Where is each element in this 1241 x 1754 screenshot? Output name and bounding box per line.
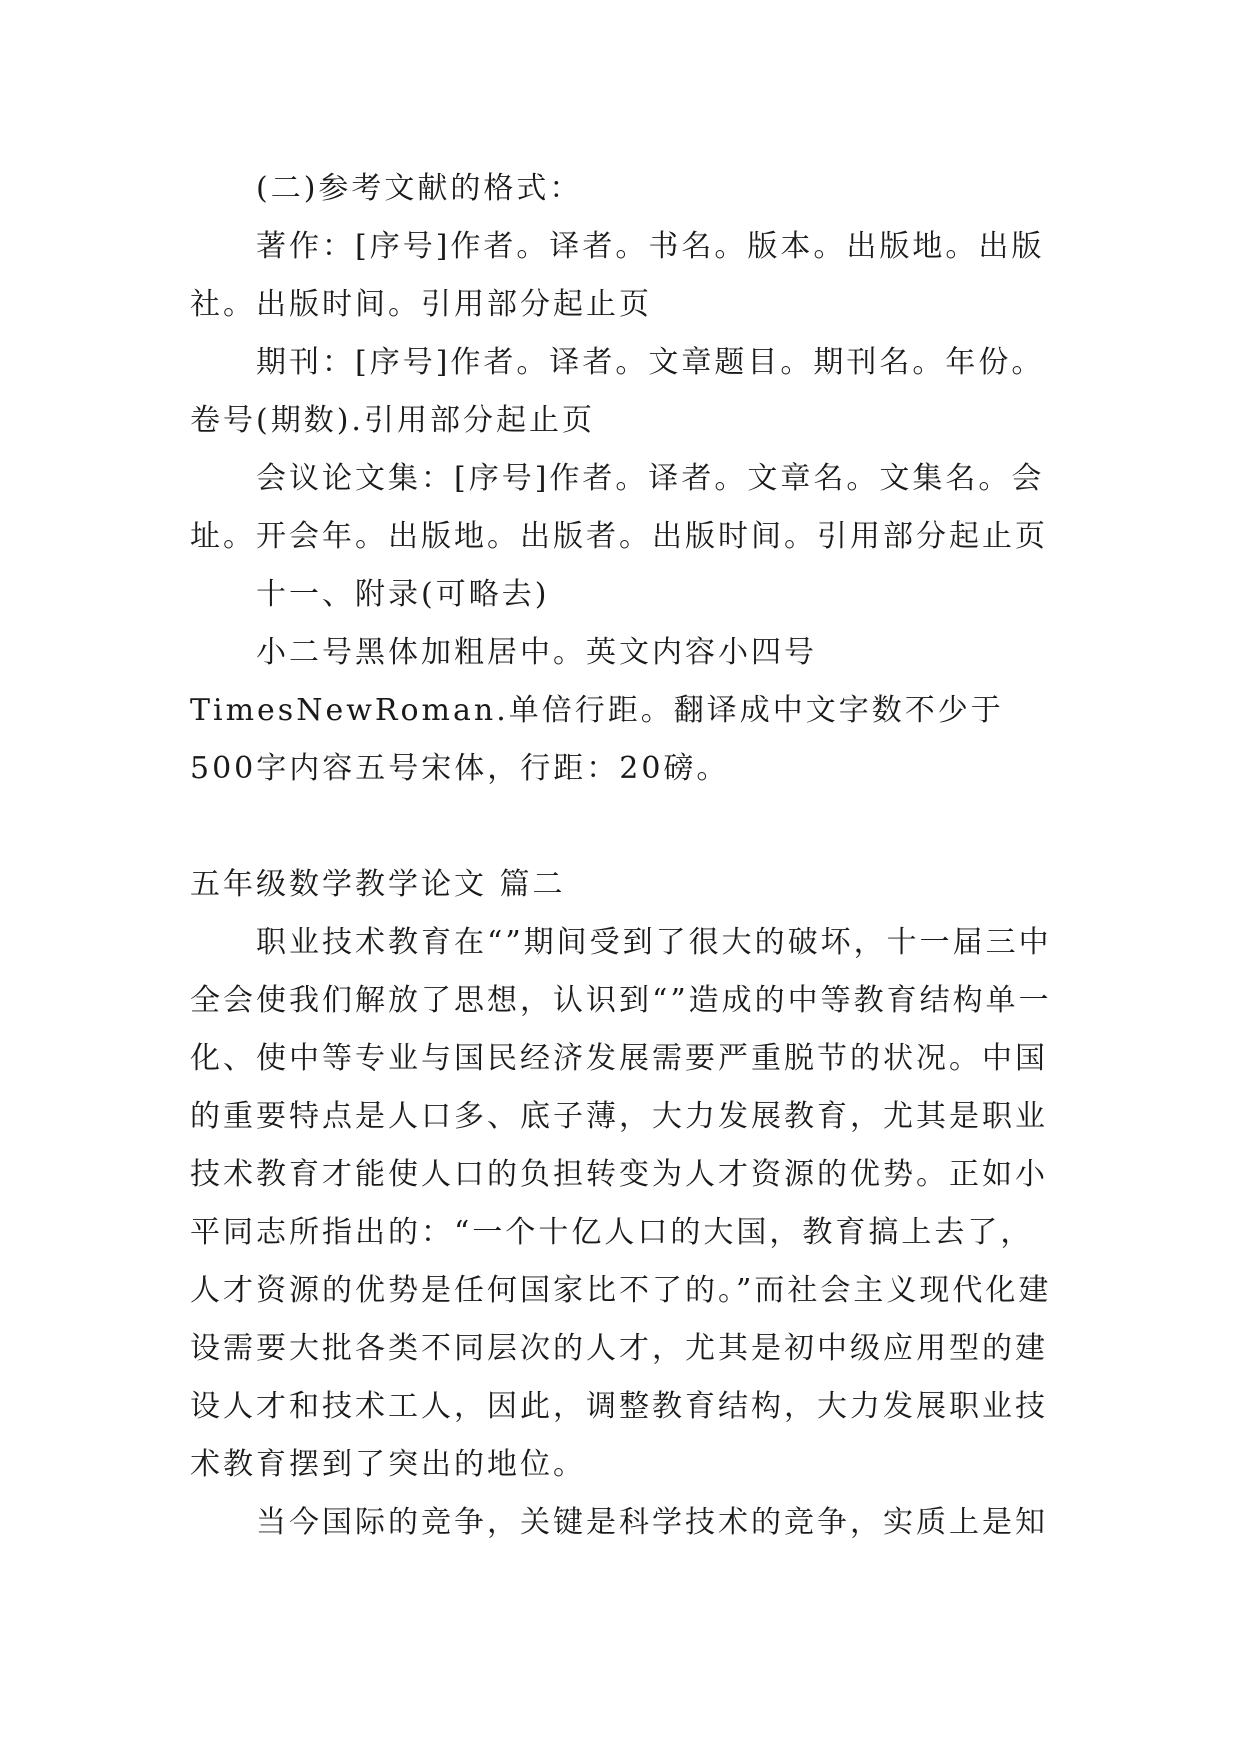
document-body (190, 160, 1060, 1552)
paragraph-reference-format-heading: (二)参考文献的格式： (256, 171, 583, 206)
paragraph-vocational-education: 职业技术教育在“”期间受到了很大的破坏，十一届三中全会使我们解放了思想，认识到“”造成的中等教育结构单一化、使中等专业与国民经济发展需要严重脱节的状况。中国的重要特点是人口多、底子薄，大力发展教育，尤其是职业技术教育才能使人口的负担转变为人才资源的优势。正如小平同志所指出的：“一个十亿人口的大国，教育搞上去了，人才资源的优势是任何国家比不了的。”而社会主义现代化建设需要大批各类不同层次的人才，尤其是初中级应用型的建设人才和技术工人，因此，调整教育结构，大力发展职业技术教育摆到了突出的地位。 (190, 925, 1052, 1482)
paragraph-journal-format: 期刊：[序号]作者。译者。文章题目。期刊名。年份。卷号(期数).引用部分起止页 (190, 345, 1045, 438)
section-title: 五年级数学教学论文 篇二 (190, 867, 566, 902)
paragraph-appendix-format: 小二号黑体加粗居中。英文内容小四号TimesNewRoman.单倍行距。翻译成中文字数不少于500字内容五号宋体，行距：20磅。 (190, 635, 1004, 786)
paragraph-appendix-heading: 十一、附录(可略去) (256, 577, 550, 612)
paragraph-proceedings-format: 会议论文集：[序号]作者。译者。文章名。文集名。会址。开会年。出版地。出版者。出版时间。引用部分起止页 (190, 461, 1048, 554)
paragraph-book-format: 著作：[序号]作者。译者。书名。版本。出版地。出版社。出版时间。引用部分起止页 (190, 229, 1045, 322)
paragraph-international-competition: 当今国际的竞争，关键是科学技术的竞争，实质上是知 (256, 1505, 1048, 1540)
